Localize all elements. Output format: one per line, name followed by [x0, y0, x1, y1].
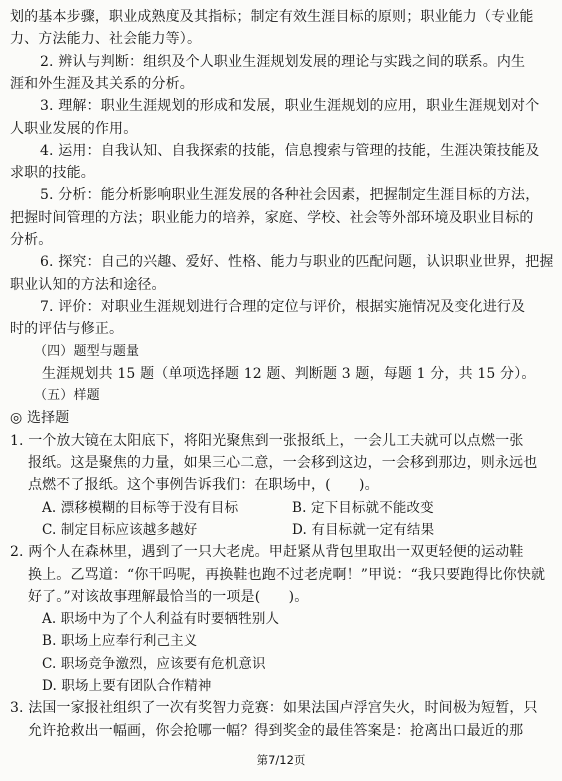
text-line: 力、方法能力、社会能力等）。	[10, 31, 202, 47]
section-heading: （五）样题	[34, 388, 100, 403]
question-text: 2. 两个人在森林里，遇到了一只大老虎。甲赶紧从背包里取出一双更轻便的运动鞋	[10, 544, 524, 560]
text-line: 4. 运用：自我认知、自我探索的技能，信息搜索与管理的技能，生涯决策技能及	[40, 143, 540, 159]
question-text: 3. 法国一家报社组织了一次有奖智力竞赛：如果法国卢浮宫失火，时间极为短暂，只	[10, 700, 538, 716]
text-line: 人职业发展的作用。	[10, 121, 138, 137]
question-text: 换上。乙骂道：“你干吗呢，再换鞋也跑不过老虎啊！”甲说：“我只要跑得比你快就	[28, 567, 546, 583]
question-text: 好了。”对该故事理解最恰当的一项是( )。	[28, 589, 309, 605]
question-text: 报纸。这是聚焦的力量，如果三心二意，一会移到这边，一会移到那边，则永远也	[28, 455, 538, 471]
text-line: 求职的技能。	[10, 165, 95, 181]
text-line: 把握时间管理的方法；职业能力的培养，家庭、学校、社会等外部环境及职业目标的	[10, 210, 534, 226]
answer-option: B. 定下目标就不能改变	[292, 500, 434, 516]
text-line: 职业认知的方法和途径。	[10, 277, 166, 293]
answer-option: C. 制定目标应该越多越好	[42, 522, 198, 538]
answer-option: A. 职场中为了个人利益有时要牺牲别人	[42, 611, 280, 627]
section-heading: （四）题型与题量	[34, 344, 140, 359]
answer-option: B. 职场上应奉行利己主义	[42, 633, 198, 649]
text-line: 6. 探究：自己的兴趣、爱好、性格、能力与职业的匹配问题，认识职业世界，把握	[40, 254, 554, 270]
answer-option: A. 漂移模糊的目标等于没有目标	[42, 500, 239, 516]
text-line: 涯和外生涯及其关系的分析。	[10, 76, 194, 92]
answer-option: D. 有目标就一定有结果	[292, 522, 435, 538]
text-line: 分析。	[10, 232, 53, 248]
text-line: 3. 理解：职业生涯规划的形成和发展，职业生涯规划的应用，职业生涯规划对个	[40, 98, 540, 114]
text-line: 5. 分析：能分析影响职业生涯发展的各种社会因素，把握制定生涯目标的方法，	[40, 187, 540, 203]
question-text: 点燃不了报纸。这个事例告诉我们：在职场中，( )。	[28, 477, 379, 493]
text-line: 时的评估与修正。	[10, 321, 124, 337]
question-text: 1. 一个放大镜在太阳底下，将阳光聚焦到一张报纸上，一会儿工夫就可以点燃一张	[10, 433, 524, 449]
question-type-heading: ◎ 选择题	[10, 410, 70, 426]
text-line: 生涯规划共 15 题（单项选择题 12 题、判断题 3 题，每题 1 分，共 15 分）。	[42, 366, 536, 382]
answer-option: D. 职场上要有团队合作精神	[42, 678, 212, 694]
text-line: 2. 辨认与判断：组织及个人职业生涯规划发展的理论与实践之间的联系。内生	[40, 54, 526, 70]
answer-option: C. 职场竞争激烈，应该要有危机意识	[42, 656, 266, 672]
page-number: 第7/12页	[256, 753, 306, 767]
text-line: 划的基本步骤，职业成熟度及其指标；制定有效生涯目标的原则；职业能力（专业能	[10, 9, 534, 25]
question-text: 允许抢救出一幅画，你会抢哪一幅？得到奖金的最佳答案是：抢离出口最近的那	[28, 723, 524, 739]
text-line: 7. 评价：对职业生涯规划进行合理的定位与评价，根据实施情况及变化进行及	[40, 299, 526, 315]
